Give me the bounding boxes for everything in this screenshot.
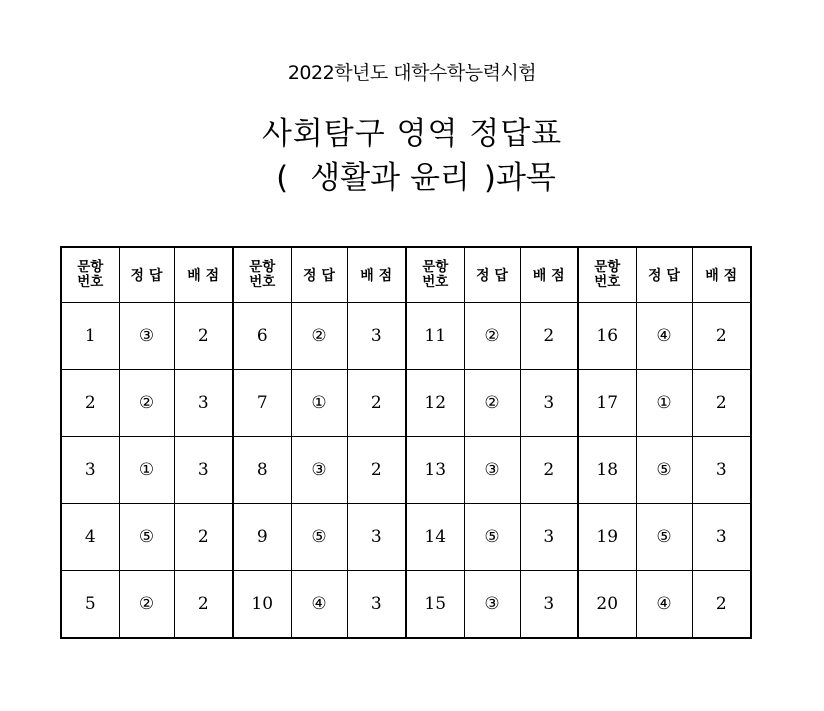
score-cell: 3 [174,437,233,504]
question-number-cell: 15 [406,571,464,639]
answer-cell: ① [636,370,692,437]
header-question-number-line1: 문항 [249,259,276,275]
answer-cell: ② [464,370,520,437]
score-cell: 3 [347,303,406,370]
table-body [61,303,751,639]
answer-cell: ② [119,370,174,437]
header-question-number-line1: 문항 [77,259,104,275]
score-cell: 3 [347,504,406,571]
score-cell: 2 [174,303,233,370]
score-cell: 2 [692,370,751,437]
subject-name: 생활과 윤리 [310,160,470,196]
answer-table [60,246,752,639]
answer-cell: ④ [291,571,347,639]
question-number-cell: 7 [233,370,291,437]
header-answer: 정 답 [636,247,692,303]
question-number-cell: 3 [61,437,119,504]
header-score: 배 점 [692,247,751,303]
score-cell: 2 [347,437,406,504]
score-cell: 3 [520,370,578,437]
header-question-number-line1: 문항 [594,259,621,275]
header-question-number-line2: 번호 [77,274,104,290]
answer-cell: ③ [464,571,520,639]
question-number-cell: 5 [61,571,119,639]
answer-cell: ③ [464,437,520,504]
answer-cell: ③ [291,437,347,504]
header-question-number-line2: 번호 [249,274,276,290]
score-cell: 3 [520,504,578,571]
header-question-number [61,247,119,303]
answer-cell: ③ [119,303,174,370]
question-number-cell: 18 [578,437,636,504]
question-number-cell: 12 [406,370,464,437]
question-number-cell: 10 [233,571,291,639]
subject-title [0,152,824,197]
score-cell: 3 [174,370,233,437]
question-number-cell: 4 [61,504,119,571]
score-cell: 3 [692,437,751,504]
answer-cell: ⑤ [636,437,692,504]
score-cell: 2 [520,303,578,370]
header-question-number [233,247,291,303]
header-question-number-line2: 번호 [594,274,621,290]
answer-cell: ⑤ [291,504,347,571]
score-cell: 2 [520,437,578,504]
subject-open-paren: ( [276,160,289,196]
question-number-cell: 2 [61,370,119,437]
score-cell: 2 [174,504,233,571]
answer-cell: ⑤ [464,504,520,571]
answer-cell: ④ [636,571,692,639]
subject-close-suffix: )과목 [483,160,556,196]
table-row [61,504,751,571]
question-number-cell: 16 [578,303,636,370]
question-number-cell: 17 [578,370,636,437]
answer-cell: ① [291,370,347,437]
header-score: 배 점 [174,247,233,303]
table-row [61,571,751,639]
answer-cell: ② [119,571,174,639]
score-cell: 2 [692,303,751,370]
header-score: 배 점 [520,247,578,303]
score-cell: 3 [692,504,751,571]
question-number-cell: 11 [406,303,464,370]
table-header-row [61,247,751,303]
answer-cell: ④ [636,303,692,370]
score-cell: 3 [520,571,578,639]
header-question-number [406,247,464,303]
score-cell: 2 [174,571,233,639]
score-cell: 2 [692,571,751,639]
question-number-cell: 14 [406,504,464,571]
question-number-cell: 13 [406,437,464,504]
score-cell: 3 [347,571,406,639]
page-title: 사회탐구 영역 정답표 [261,116,563,152]
header-answer: 정 답 [119,247,174,303]
exam-year-title: 2022학년도 대학수학능력시험 [287,62,537,84]
table-row [61,370,751,437]
answer-cell: ⑤ [119,504,174,571]
question-number-cell: 9 [233,504,291,571]
question-number-cell: 19 [578,504,636,571]
answer-cell: ② [464,303,520,370]
question-number-cell: 1 [61,303,119,370]
answer-cell: ② [291,303,347,370]
header-score: 배 점 [347,247,406,303]
score-cell: 2 [347,370,406,437]
header-question-number [578,247,636,303]
header-answer: 정 답 [291,247,347,303]
header-question-number-line1: 문항 [422,259,449,275]
header-question-number-line2: 번호 [422,274,449,290]
answer-cell: ⑤ [636,504,692,571]
question-number-cell: 20 [578,571,636,639]
question-number-cell: 6 [233,303,291,370]
header-answer: 정 답 [464,247,520,303]
table-row [61,303,751,370]
table-row [61,437,751,504]
question-number-cell: 8 [233,437,291,504]
answer-cell: ① [119,437,174,504]
